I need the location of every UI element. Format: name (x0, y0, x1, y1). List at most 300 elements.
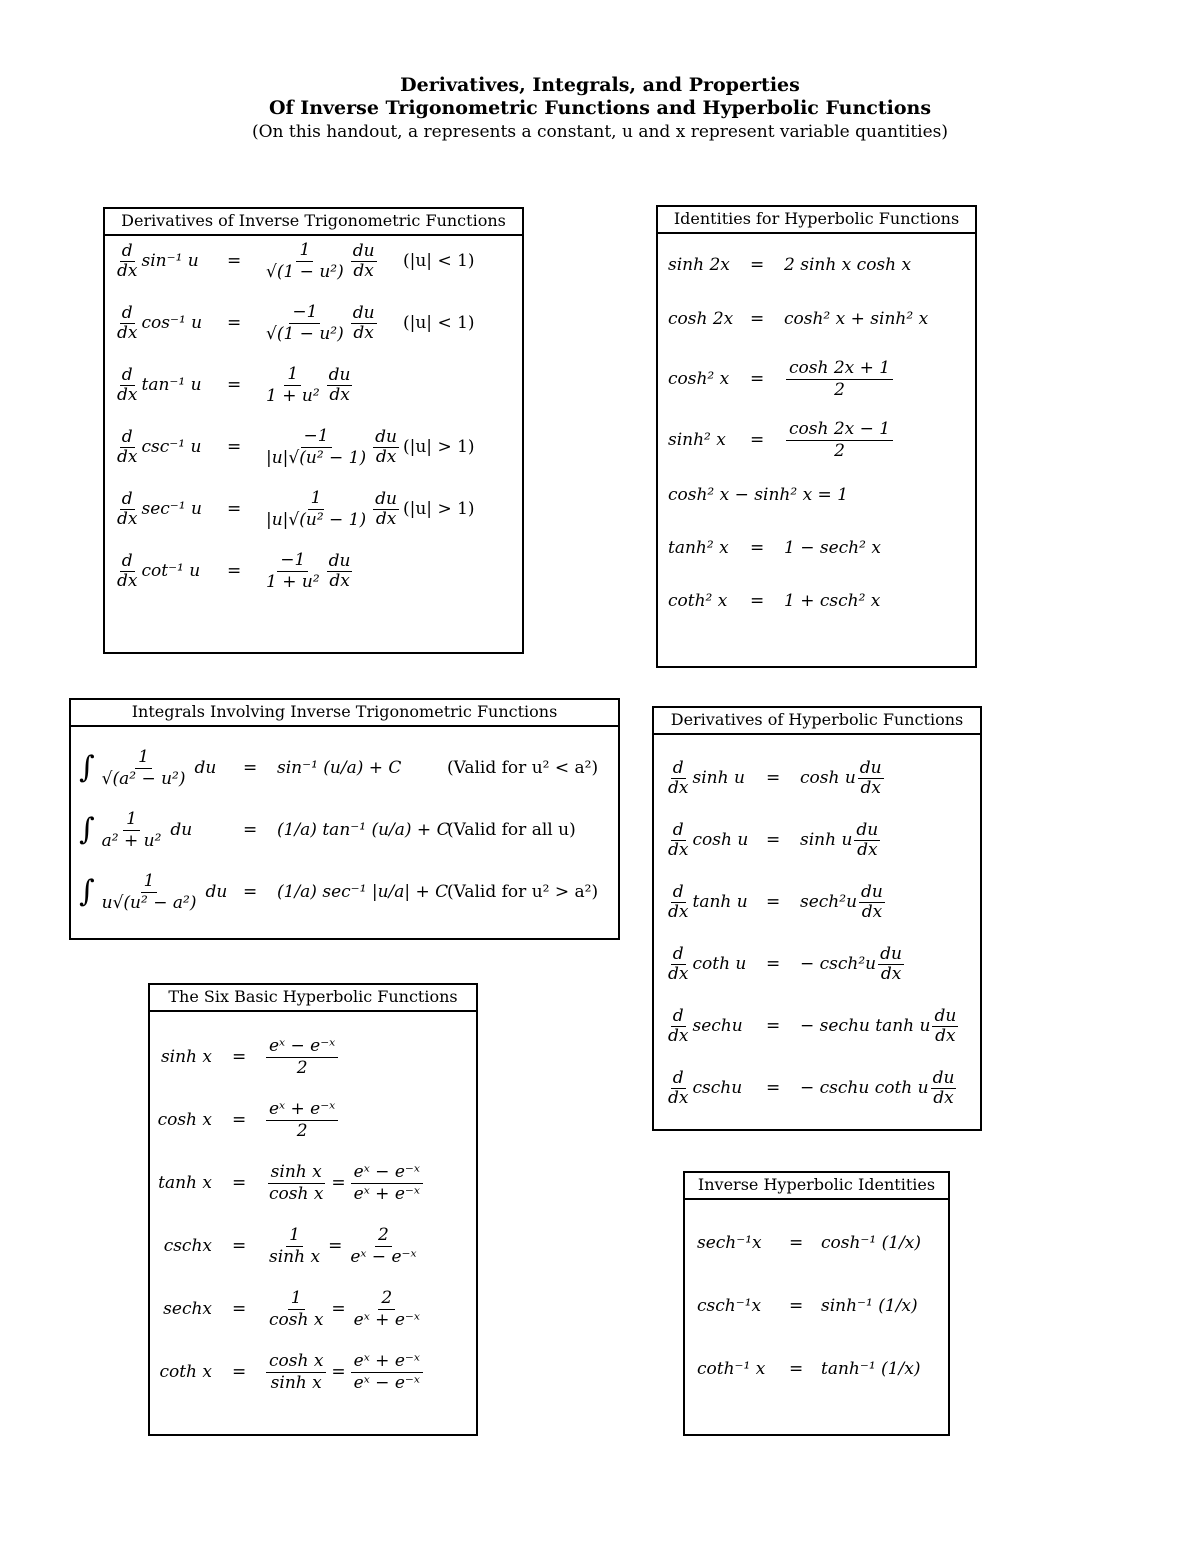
denominator: dx (375, 508, 397, 529)
d-dx-fraction (115, 552, 139, 590)
equals-cell (232, 1157, 246, 1209)
equals-cell (750, 414, 764, 466)
integrand-fraction (99, 810, 165, 850)
denominator: eˣ + e⁻ˣ (353, 1309, 420, 1330)
rhs-cell (800, 876, 887, 928)
equals-sign: = (243, 820, 258, 840)
lhs-function: sechx (163, 1299, 212, 1319)
du-differential: du (205, 882, 228, 902)
lhs-function: tanh x (158, 1173, 212, 1193)
lhs-expression: cosh² x (668, 369, 730, 389)
formula-row (105, 421, 522, 473)
denominator: 2 (296, 1120, 308, 1141)
rhs-cell (800, 938, 906, 990)
rhs-fraction (266, 1289, 326, 1329)
denominator: |u|√(u² − 1) (266, 509, 367, 530)
lhs-cell (113, 235, 199, 287)
rhs-cell (261, 483, 401, 535)
lhs-function: coth x (159, 1362, 212, 1382)
equals-sign: = (227, 375, 242, 395)
equals-sign: = (243, 882, 258, 902)
denominator: a² + u² (101, 830, 162, 851)
equals-sign: = (243, 758, 258, 778)
denominator: sinh x (269, 1246, 321, 1267)
equals-cell (766, 814, 780, 866)
definition-row (150, 1157, 476, 1209)
box-derivatives-inverse-trig (103, 207, 524, 654)
du-dx-fraction (351, 304, 377, 342)
rhs-expression: sin⁻¹ (u/a) + C (277, 758, 402, 778)
numerator: d (121, 240, 133, 261)
equals-sign: = (331, 1362, 346, 1382)
condition: (|u| < 1) (403, 251, 475, 271)
numerator: 2 (378, 1289, 395, 1310)
numerator: 1 (284, 365, 301, 386)
condition: (|u| > 1) (403, 437, 475, 457)
lhs-cell (664, 938, 746, 990)
numerator: 1 (141, 872, 158, 893)
lhs-cell (668, 353, 729, 405)
rhs-cell (800, 752, 886, 804)
identity-row (658, 239, 975, 291)
numerator: du (934, 1005, 957, 1026)
equals-sign: = (227, 561, 242, 581)
du-differential: du (194, 758, 217, 778)
rhs-cell (784, 414, 895, 466)
denominator: dx (329, 384, 350, 405)
rhs-cell (784, 239, 911, 291)
equals-sign: = (766, 1078, 781, 1098)
numerator: du (352, 240, 375, 261)
rhs-expression: − sechu tanh u (800, 1016, 931, 1036)
denominator: dx (353, 322, 374, 343)
lhs-expression: cosh 2x (668, 309, 734, 329)
equals-sign: = (227, 313, 242, 333)
rhs-cell (277, 804, 450, 856)
rhs-cell (821, 1343, 920, 1395)
numerator: d (672, 1005, 684, 1026)
denominator: dx (880, 963, 902, 984)
du-dx-fraction (878, 945, 904, 983)
equals-sign: = (766, 954, 781, 974)
lhs-function: coth u (692, 954, 747, 974)
rhs-fraction (786, 420, 893, 460)
formula-row (654, 1062, 980, 1114)
equals-cell (243, 866, 257, 918)
rhs-expression: sinh⁻¹ (1/x) (821, 1296, 918, 1316)
box-integrals-inverse-trig (69, 698, 620, 940)
integral-sign: ∫ (79, 812, 95, 847)
denominator: dx (668, 963, 689, 984)
formula-row (105, 359, 522, 411)
equals-cell (789, 1343, 803, 1395)
equals-sign: = (789, 1296, 804, 1316)
lhs-function: sin⁻¹ u (141, 251, 199, 271)
denominator: 2 (296, 1057, 308, 1078)
rhs-cell (264, 1157, 425, 1209)
lhs-cell (156, 1031, 212, 1083)
equals-cell (750, 575, 764, 627)
rhs-cell (800, 1062, 958, 1114)
lhs-cell (156, 1220, 212, 1272)
rhs-cell (261, 297, 379, 349)
numerator: du (859, 757, 882, 778)
denominator: dx (933, 1087, 954, 1108)
condition-cell (403, 483, 475, 535)
integral-sign: ∫ (79, 750, 95, 785)
formula-row (654, 1000, 980, 1052)
du-dx-fraction (932, 1007, 958, 1045)
numerator: 2 (375, 1226, 392, 1247)
denominator: dx (668, 901, 689, 922)
equals-sign: = (227, 499, 242, 519)
rhs-cell (784, 293, 928, 345)
denominator: eˣ − e⁻ˣ (353, 1372, 420, 1393)
box-inverse-hyperbolic-identities (683, 1171, 950, 1436)
equals-cell (227, 545, 241, 597)
numerator: du (856, 819, 879, 840)
rhs-cell (264, 1220, 422, 1272)
identity-full-cell (668, 469, 848, 521)
denominator: 2 (834, 440, 845, 461)
numerator: 1 (296, 241, 313, 262)
rhs-expression: − csch²u (800, 954, 877, 974)
identity-row (658, 575, 975, 627)
identity-row (658, 469, 975, 521)
condition: (|u| > 1) (403, 499, 475, 519)
lhs-expression: coth⁻¹ x (697, 1359, 766, 1379)
d-dx-fraction (666, 883, 690, 921)
lhs-cell (156, 1094, 212, 1146)
rhs-cell (784, 353, 895, 405)
condition-cell (403, 421, 475, 473)
rhs-cell (261, 235, 379, 287)
denominator: √(1 − u²) (266, 323, 344, 344)
numerator: d (121, 302, 133, 323)
equals-cell (227, 421, 241, 473)
formula-row (654, 938, 980, 990)
rhs-fraction (266, 1163, 326, 1203)
d-dx-fraction (666, 821, 690, 859)
lhs-cell (113, 297, 202, 349)
denominator: dx (353, 260, 374, 281)
subtitle-note: (On this handout, a represents a constant, u and x represent variable quantities) (251, 122, 949, 142)
rhs-cell (800, 814, 882, 866)
equals-sign: = (227, 437, 242, 457)
denominator: cosh x (269, 1309, 324, 1330)
lhs-cell (113, 359, 202, 411)
equals-sign: = (750, 430, 765, 450)
rhs-fraction (266, 1100, 338, 1140)
equals-cell (789, 1280, 803, 1332)
lhs-cell (697, 1217, 762, 1269)
rhs-fraction (263, 551, 323, 591)
exponential-fraction (351, 1352, 423, 1392)
denominator: u√(u² − a²) (101, 892, 197, 913)
equals-cell (232, 1283, 246, 1335)
rhs-fraction (266, 1037, 338, 1077)
numerator: sinh x (268, 1163, 325, 1184)
equals-sign: = (789, 1359, 804, 1379)
rhs-fraction (263, 365, 323, 405)
lhs-function: cosh u (692, 830, 749, 850)
identity-row (685, 1343, 948, 1395)
condition: (Valid for u² > a²) (447, 882, 599, 902)
rhs-cell (264, 1346, 425, 1398)
formula-row (105, 235, 522, 287)
rhs-cell (264, 1031, 340, 1083)
numerator: 1 (288, 1289, 305, 1310)
denominator: dx (935, 1025, 956, 1046)
numerator: 1 (135, 748, 152, 769)
denominator: eˣ − e⁻ˣ (350, 1246, 417, 1267)
rhs-expression: − cschu coth u (800, 1078, 929, 1098)
numerator: eˣ + e⁻ˣ (266, 1100, 338, 1121)
denominator: eˣ + e⁻ˣ (353, 1183, 420, 1204)
lhs-cell (664, 814, 748, 866)
numerator: cosh x (266, 1352, 326, 1373)
integral-sign: ∫ (79, 874, 95, 909)
equals-sign: = (766, 892, 781, 912)
rhs-fraction (263, 427, 369, 467)
d-dx-fraction (115, 490, 139, 528)
denominator: cosh x (269, 1183, 324, 1204)
du-dx-fraction (373, 490, 399, 528)
formula-row (654, 814, 980, 866)
integral-row (71, 742, 618, 794)
d-dx-fraction (115, 366, 139, 404)
condition-cell (447, 742, 598, 794)
equals-sign: = (232, 1110, 247, 1130)
lhs-expression: sinh² x (668, 430, 726, 450)
rhs-expression: tanh⁻¹ (1/x) (821, 1359, 921, 1379)
du-dx-fraction (327, 366, 353, 404)
equals-sign: = (766, 830, 781, 850)
rhs-cell (277, 866, 448, 918)
numerator: 1 (286, 1226, 303, 1247)
numerator: 1 (123, 810, 140, 831)
box-title: Integrals Involving Inverse Trigonometric Functions (71, 700, 618, 727)
numerator: d (121, 550, 133, 571)
denominator: dx (117, 260, 138, 281)
rhs-expression: (1/a) sec⁻¹ |u/a| + C (277, 882, 449, 902)
integral-cell (79, 804, 192, 856)
lhs-function: cosh x (157, 1110, 212, 1130)
equals-cell (766, 1000, 780, 1052)
rhs-fraction (266, 1226, 323, 1266)
equals-cell (789, 1217, 803, 1269)
equals-cell (232, 1031, 246, 1083)
numerator: d (121, 488, 133, 509)
lhs-cell (668, 414, 726, 466)
rhs-cell (800, 1000, 960, 1052)
equals-sign: = (232, 1299, 247, 1319)
du-dx-fraction (854, 821, 880, 859)
lhs-function: sinh x (160, 1047, 212, 1067)
du-dx-fraction (351, 242, 377, 280)
lhs-cell (668, 239, 730, 291)
identity-row (658, 353, 975, 405)
lhs-function: sinh u (692, 768, 745, 788)
integral-row (71, 866, 618, 918)
box-title: Inverse Hyperbolic Identities (685, 1173, 948, 1200)
d-dx-fraction (115, 428, 139, 466)
equals-sign: = (232, 1173, 247, 1193)
equals-cell (243, 742, 257, 794)
definition-row (150, 1283, 476, 1335)
condition: (Valid for all u) (447, 820, 576, 840)
equals-cell (750, 239, 764, 291)
numerator: 1 (308, 489, 325, 510)
equals-cell (227, 297, 241, 349)
lhs-cell (697, 1343, 765, 1395)
lhs-function: sechu (692, 1016, 743, 1036)
equals-cell (750, 353, 764, 405)
equals-cell (232, 1346, 246, 1398)
numerator: d (121, 364, 133, 385)
rhs-fraction (266, 1352, 326, 1392)
equals-sign: = (766, 1016, 781, 1036)
identity-text: cosh² x − sinh² x = 1 (668, 485, 849, 505)
equals-cell (766, 752, 780, 804)
numerator: d (672, 943, 684, 964)
rhs-cell (277, 742, 401, 794)
definition-row (150, 1346, 476, 1398)
denominator: sinh x (270, 1372, 322, 1393)
equals-sign: = (750, 538, 765, 558)
equals-cell (232, 1220, 246, 1272)
lhs-function: cos⁻¹ u (141, 313, 203, 333)
equals-cell (227, 235, 241, 287)
box-title: Derivatives of Inverse Trigonometric Functions (105, 209, 522, 236)
lhs-cell (156, 1283, 212, 1335)
lhs-cell (664, 876, 748, 928)
du-differential: du (170, 820, 193, 840)
condition: (|u| < 1) (403, 313, 475, 333)
rhs-cell (261, 359, 354, 411)
integral-cell (79, 742, 216, 794)
identity-row (658, 522, 975, 574)
rhs-fraction (263, 241, 347, 281)
equals-cell (750, 522, 764, 574)
numerator: d (672, 757, 684, 778)
numerator: −1 (301, 427, 332, 448)
denominator: 1 + u² (266, 571, 320, 592)
definition-row (150, 1220, 476, 1272)
formula-row (105, 483, 522, 535)
denominator: dx (668, 777, 689, 798)
numerator: du (375, 426, 397, 447)
du-dx-fraction (858, 759, 884, 797)
rhs-expression: sech²u (800, 892, 858, 912)
rhs-fraction (786, 359, 893, 399)
lhs-function: tanh u (692, 892, 748, 912)
equals-sign: = (232, 1236, 247, 1256)
lhs-expression: csch⁻¹x (697, 1296, 762, 1316)
lhs-function: cot⁻¹ u (141, 561, 201, 581)
numerator: d (672, 881, 684, 902)
denominator: dx (117, 570, 138, 591)
numerator: du (328, 550, 351, 571)
rhs-expression: (1/a) tan⁻¹ (u/a) + C (277, 820, 450, 840)
numerator: du (375, 488, 397, 509)
numerator: du (352, 302, 375, 323)
definition-row (150, 1031, 476, 1083)
equals-sign: = (789, 1233, 804, 1253)
lhs-function: cschx (163, 1236, 212, 1256)
rhs-expression: 1 − sech² x (784, 538, 881, 558)
integral-cell (79, 866, 227, 918)
condition: (Valid for u² < a²) (447, 758, 599, 778)
equals-cell (232, 1094, 246, 1146)
denominator: dx (375, 446, 397, 467)
equals-sign: = (750, 309, 765, 329)
box-title: Derivatives of Hyperbolic Functions (654, 708, 980, 735)
numerator: du (328, 364, 351, 385)
formula-row (105, 297, 522, 349)
lhs-cell (668, 522, 729, 574)
equals-sign: = (750, 369, 765, 389)
numerator: eˣ + e⁻ˣ (351, 1352, 423, 1373)
d-dx-fraction (666, 759, 690, 797)
definition-row (150, 1094, 476, 1146)
denominator: dx (117, 508, 138, 529)
box-title: The Six Basic Hyperbolic Functions (150, 985, 476, 1012)
rhs-fraction (263, 489, 369, 529)
denominator: dx (857, 839, 878, 860)
rhs-cell (261, 545, 354, 597)
lhs-cell (113, 545, 200, 597)
rhs-expression: 2 sinh x cosh x (784, 255, 912, 275)
equals-sign: = (766, 768, 781, 788)
lhs-cell (668, 575, 727, 627)
denominator: 1 + u² (266, 385, 320, 406)
title-line-1: Derivatives, Integrals, and Properties (400, 74, 800, 96)
numerator: d (672, 819, 684, 840)
equals-cell (750, 293, 764, 345)
rhs-fraction (263, 303, 347, 343)
lhs-cell (664, 1000, 743, 1052)
identity-row (685, 1280, 948, 1332)
equals-sign: = (227, 251, 242, 271)
denominator: dx (668, 839, 689, 860)
numerator: cosh 2x − 1 (786, 420, 893, 441)
equals-sign: = (750, 255, 765, 275)
exponential-fraction (351, 1289, 423, 1329)
du-dx-fraction (373, 428, 399, 466)
denominator: dx (668, 1087, 689, 1108)
equals-cell (243, 804, 257, 856)
rhs-cell (821, 1217, 921, 1269)
du-dx-fraction (327, 552, 353, 590)
lhs-function: cschu (692, 1078, 743, 1098)
d-dx-fraction (666, 1007, 690, 1045)
box-six-basic-hyperbolic (148, 983, 478, 1436)
formula-row (105, 545, 522, 597)
d-dx-fraction (666, 945, 690, 983)
rhs-expression: cosh² x + sinh² x (784, 309, 929, 329)
condition-cell (403, 235, 475, 287)
lhs-cell (113, 421, 201, 473)
rhs-expression: sinh u (800, 830, 853, 850)
equals-cell (227, 483, 241, 535)
condition-cell (447, 804, 576, 856)
numerator: −1 (289, 303, 320, 324)
box-hyperbolic-identities (656, 205, 977, 668)
rhs-cell (264, 1283, 425, 1335)
rhs-expression: 1 + csch² x (784, 591, 881, 611)
title-line-2: Of Inverse Trigonometric Functions and Hyperbolic Functions (268, 97, 932, 119)
